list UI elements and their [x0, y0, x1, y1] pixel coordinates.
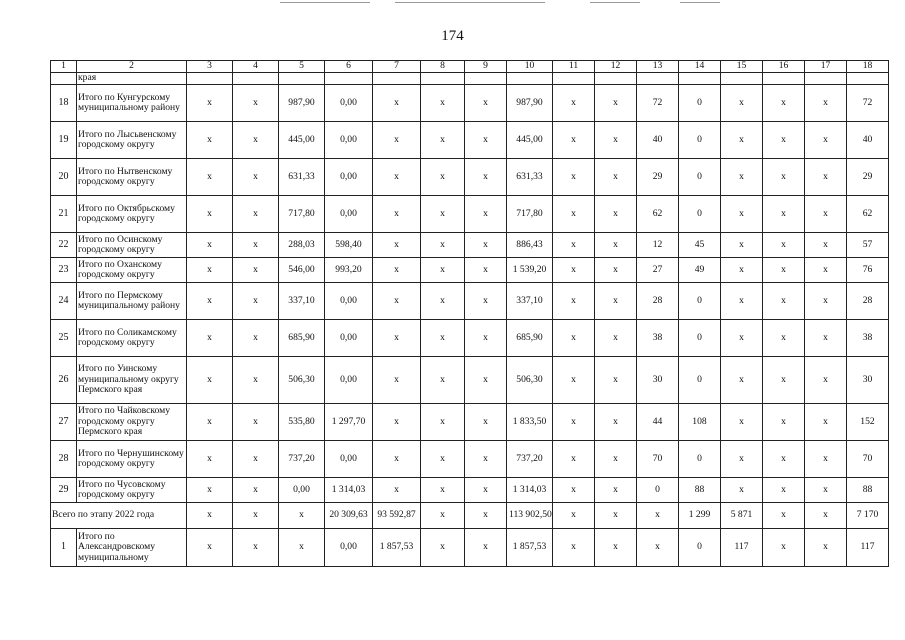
scan-artifact	[590, 2, 640, 3]
table-cell: 337,10	[507, 283, 553, 320]
table-cell: х	[763, 320, 805, 357]
total-row	[51, 503, 889, 529]
table-cell: 0,00	[325, 320, 373, 357]
table-cell: х	[233, 283, 279, 320]
table-cell: 72	[847, 85, 889, 122]
table-cell: х	[233, 503, 279, 529]
table-cell: х	[595, 233, 637, 258]
table-cell: х	[373, 85, 421, 122]
table-cell: 0	[679, 159, 721, 196]
table-cell: 1 857,53	[507, 529, 553, 567]
table-cell: 0,00	[325, 529, 373, 567]
table-cell: х	[805, 478, 847, 503]
table-cell: х	[465, 503, 507, 529]
table-cell: 30	[637, 357, 679, 404]
table-cell: 1 314,03	[325, 478, 373, 503]
table-cell: х	[421, 478, 465, 503]
table-cell: х	[721, 404, 763, 441]
table-row	[51, 233, 889, 258]
table-cell: х	[421, 283, 465, 320]
table-cell: 598,40	[325, 233, 373, 258]
table-row	[51, 529, 889, 567]
table-cell: 546,00	[279, 258, 325, 283]
table-row	[51, 258, 889, 283]
table-cell: х	[421, 85, 465, 122]
table-cell: х	[805, 196, 847, 233]
table-cell: х	[465, 404, 507, 441]
table-cell: 631,33	[279, 159, 325, 196]
column-header: 11	[553, 61, 595, 73]
column-header: 9	[465, 61, 507, 73]
table-cell: х	[763, 85, 805, 122]
table-cell: х	[763, 258, 805, 283]
row-index: 29	[51, 478, 77, 503]
table-cell: х	[595, 258, 637, 283]
scan-artifact	[280, 2, 370, 3]
table-cell: х	[721, 159, 763, 196]
table-cell: х	[187, 196, 233, 233]
column-header: 15	[721, 61, 763, 73]
table-cell: х	[421, 404, 465, 441]
table-cell: 1 299	[679, 503, 721, 529]
scan-artifact	[395, 2, 545, 3]
table-cell: х	[805, 258, 847, 283]
table-cell: 117	[721, 529, 763, 567]
table-cell: х	[805, 159, 847, 196]
table-cell: х	[595, 320, 637, 357]
table-cell: х	[721, 122, 763, 159]
table-cell: х	[233, 233, 279, 258]
table-cell: х	[805, 357, 847, 404]
table-cell: 0,00	[325, 159, 373, 196]
table-cell: 88	[847, 478, 889, 503]
table-cell: х	[721, 196, 763, 233]
table-cell: 886,43	[507, 233, 553, 258]
table-cell: х	[721, 233, 763, 258]
row-index: 27	[51, 404, 77, 441]
column-header: 8	[421, 61, 465, 73]
row-index: 1	[51, 529, 77, 567]
table-cell: 30	[847, 357, 889, 404]
header-row	[51, 61, 889, 73]
table-cell: 29	[847, 159, 889, 196]
row-index: 23	[51, 258, 77, 283]
table-cell: 27	[637, 258, 679, 283]
table-cell: 45	[679, 233, 721, 258]
table-cell: 49	[679, 258, 721, 283]
table-row	[51, 441, 889, 478]
table-cell: х	[373, 283, 421, 320]
table-cell: х	[233, 320, 279, 357]
table-cell: 0,00	[325, 441, 373, 478]
table-cell: 0,00	[325, 122, 373, 159]
table-cell: х	[373, 478, 421, 503]
table-cell: х	[595, 503, 637, 529]
table-cell: х	[465, 283, 507, 320]
table-cell: х	[721, 258, 763, 283]
table-cell: х	[233, 529, 279, 567]
column-header: 10	[507, 61, 553, 73]
table-cell: 717,80	[507, 196, 553, 233]
table-cell: х	[465, 85, 507, 122]
table-cell: 717,80	[279, 196, 325, 233]
table-cell: х	[421, 441, 465, 478]
table-cell: 40	[637, 122, 679, 159]
table-cell: х	[763, 122, 805, 159]
table-cell: х	[279, 503, 325, 529]
table-cell: х	[233, 196, 279, 233]
table-cell: 0,00	[325, 85, 373, 122]
table-cell: х	[553, 258, 595, 283]
table-cell: х	[465, 233, 507, 258]
table-cell: 28	[637, 283, 679, 320]
table-cell	[51, 73, 77, 85]
table-cell: 72	[637, 85, 679, 122]
table-cell: х	[721, 441, 763, 478]
row-name: Итого по Осинскому городскому округу	[77, 233, 187, 258]
table-cell: х	[187, 283, 233, 320]
table-cell: 535,80	[279, 404, 325, 441]
table-cell: х	[233, 441, 279, 478]
table-cell: х	[721, 478, 763, 503]
table-cell: х	[465, 159, 507, 196]
table-cell: 685,90	[279, 320, 325, 357]
table-cell: х	[553, 320, 595, 357]
table-cell: х	[233, 404, 279, 441]
row-name: Итого по Октябрьскому городскому округу	[77, 196, 187, 233]
table-cell: 737,20	[279, 441, 325, 478]
table-cell: х	[553, 159, 595, 196]
table-cell: х	[763, 357, 805, 404]
table-cell: х	[595, 85, 637, 122]
row-index: 24	[51, 283, 77, 320]
table-cell: х	[465, 258, 507, 283]
table-cell: х	[805, 233, 847, 258]
table-cell: х	[373, 196, 421, 233]
row-name: Итого по Оханскому городскому округу	[77, 258, 187, 283]
table-cell: х	[187, 503, 233, 529]
table-cell: 0	[679, 357, 721, 404]
table-cell: х	[187, 529, 233, 567]
table-cell: х	[763, 233, 805, 258]
column-header: 2	[77, 61, 187, 73]
table-cell: х	[637, 529, 679, 567]
table-cell: х	[595, 196, 637, 233]
table-cell: х	[595, 122, 637, 159]
row-name: Итого по Чернушинскому городскому округу	[77, 441, 187, 478]
table-cell: 0,00	[325, 196, 373, 233]
table-cell: 0	[679, 441, 721, 478]
table-cell: х	[421, 529, 465, 567]
table-cell: 506,30	[507, 357, 553, 404]
table-cell: х	[805, 85, 847, 122]
row-name: Итого по Лысьвенскому городскому округу	[77, 122, 187, 159]
table-cell: х	[465, 122, 507, 159]
table-cell: х	[721, 283, 763, 320]
table-cell: х	[805, 529, 847, 567]
table-cell: 108	[679, 404, 721, 441]
table-cell: х	[465, 441, 507, 478]
table-cell: 288,03	[279, 233, 325, 258]
table-cell: 685,90	[507, 320, 553, 357]
table-cell: х	[805, 283, 847, 320]
table-row	[51, 122, 889, 159]
table-cell: х	[187, 258, 233, 283]
table-cell: х	[553, 478, 595, 503]
table-cell: х	[763, 404, 805, 441]
page-number: 174	[441, 28, 464, 44]
table-cell: х	[373, 258, 421, 283]
table-cell: 0,00	[325, 357, 373, 404]
column-header: 1	[51, 61, 77, 73]
table-cell: х	[553, 441, 595, 478]
table-cell: х	[373, 357, 421, 404]
column-header: 17	[805, 61, 847, 73]
table-row	[51, 85, 889, 122]
table-cell: х	[721, 85, 763, 122]
row-name: Итого по Соликамскому городскому округу	[77, 320, 187, 357]
table-cell: х	[233, 478, 279, 503]
table-cell: 7 170	[847, 503, 889, 529]
table-row	[51, 73, 889, 85]
table-row	[51, 159, 889, 196]
table-cell: х	[187, 233, 233, 258]
column-header: 14	[679, 61, 721, 73]
table-cell: х	[187, 357, 233, 404]
table-cell: 1 314,03	[507, 478, 553, 503]
table-cell: 631,33	[507, 159, 553, 196]
row-index: 28	[51, 441, 77, 478]
table-cell: х	[233, 122, 279, 159]
table-cell: х	[421, 122, 465, 159]
table-cell: х	[553, 196, 595, 233]
table-cell: 62	[847, 196, 889, 233]
table-cell: 44	[637, 404, 679, 441]
table-cell: х	[553, 357, 595, 404]
table-cell: х	[421, 196, 465, 233]
table-cell: х	[421, 503, 465, 529]
table-cell: х	[763, 529, 805, 567]
row-index: 22	[51, 233, 77, 258]
table-cell: х	[763, 478, 805, 503]
table-cell: 70	[637, 441, 679, 478]
table-cell: х	[373, 441, 421, 478]
table-cell: х	[373, 233, 421, 258]
column-header: 16	[763, 61, 805, 73]
table-cell: 987,90	[507, 85, 553, 122]
table-cell: 337,10	[279, 283, 325, 320]
table-row	[51, 478, 889, 503]
table-cell: х	[595, 441, 637, 478]
table-cell: 12	[637, 233, 679, 258]
table-cell: х	[465, 320, 507, 357]
table-cell: х	[553, 85, 595, 122]
table-cell: х	[805, 503, 847, 529]
table-cell: х	[421, 320, 465, 357]
table-cell: х	[465, 478, 507, 503]
column-header: 4	[233, 61, 279, 73]
table-cell: 987,90	[279, 85, 325, 122]
table-cell: х	[233, 85, 279, 122]
table-cell: 5 871	[721, 503, 763, 529]
table-cell: х	[805, 404, 847, 441]
table-cell: 0,00	[279, 478, 325, 503]
table-cell: х	[465, 196, 507, 233]
table-cell: х	[595, 404, 637, 441]
table-cell: 506,30	[279, 357, 325, 404]
table-cell: х	[187, 320, 233, 357]
table-cell: х	[595, 159, 637, 196]
column-header: 5	[279, 61, 325, 73]
table-cell: 0	[679, 320, 721, 357]
table-cell: х	[763, 283, 805, 320]
table-cell: х	[373, 320, 421, 357]
table-cell: 0	[637, 478, 679, 503]
table-cell: 70	[847, 441, 889, 478]
table-cell: 29	[637, 159, 679, 196]
row-name: Итого по Уинскому муниципальному округу Пермского края	[77, 357, 187, 404]
table-cell: 76	[847, 258, 889, 283]
table-cell: 0	[679, 283, 721, 320]
table-cell: х	[421, 357, 465, 404]
table-cell: 88	[679, 478, 721, 503]
row-name: края	[77, 73, 187, 85]
table-cell: х	[763, 159, 805, 196]
table-cell: 0	[679, 85, 721, 122]
table-cell: х	[373, 159, 421, 196]
table-cell: х	[805, 441, 847, 478]
table-cell: 1 297,70	[325, 404, 373, 441]
table-cell: 0	[679, 529, 721, 567]
table-row	[51, 320, 889, 357]
table-cell: 62	[637, 196, 679, 233]
table-cell: 57	[847, 233, 889, 258]
table-cell: х	[421, 233, 465, 258]
table-cell: 117	[847, 529, 889, 567]
column-header: 13	[637, 61, 679, 73]
table-cell: х	[465, 529, 507, 567]
table-cell: х	[187, 441, 233, 478]
table-cell: х	[553, 233, 595, 258]
table-cell: 20 309,63	[325, 503, 373, 529]
table-cell: х	[553, 283, 595, 320]
table-cell: х	[233, 258, 279, 283]
table-row	[51, 357, 889, 404]
row-index: 19	[51, 122, 77, 159]
table-cell: х	[233, 357, 279, 404]
table-cell: х	[805, 122, 847, 159]
table-cell: х	[421, 159, 465, 196]
table-cell: 1 833,50	[507, 404, 553, 441]
table-cell: х	[187, 159, 233, 196]
table-cell: х	[805, 320, 847, 357]
column-header: 7	[373, 61, 421, 73]
table-cell: х	[763, 196, 805, 233]
total-label: Всего по этапу 2022 года	[51, 503, 187, 529]
row-name: Итого по Кунгурскому муниципальному району	[77, 85, 187, 122]
table-cell: х	[763, 441, 805, 478]
table-cell: 737,20	[507, 441, 553, 478]
column-header: 12	[595, 61, 637, 73]
table-cell: х	[595, 529, 637, 567]
table-cell: 28	[847, 283, 889, 320]
table-cell: х	[233, 159, 279, 196]
column-header: 6	[325, 61, 373, 73]
row-name: Итого по Пермскому муниципальному району	[77, 283, 187, 320]
table-cell: 152	[847, 404, 889, 441]
data-table	[50, 60, 889, 567]
row-name: Итого по Александровскому муниципальному	[77, 529, 187, 567]
table-cell: 1 857,53	[373, 529, 421, 567]
table-cell: 0	[679, 122, 721, 159]
table-row	[51, 283, 889, 320]
row-name: Итого по Чусовскому городскому округу	[77, 478, 187, 503]
table-cell: х	[465, 357, 507, 404]
table-cell: х	[421, 258, 465, 283]
row-index: 18	[51, 85, 77, 122]
table-cell: х	[187, 478, 233, 503]
table-cell: 38	[847, 320, 889, 357]
table-cell: х	[187, 85, 233, 122]
table-cell: х	[721, 357, 763, 404]
table-cell: х	[373, 404, 421, 441]
table-cell: х	[637, 503, 679, 529]
table-cell: х	[187, 404, 233, 441]
table-row	[51, 404, 889, 441]
table-cell: 0,00	[325, 283, 373, 320]
table-cell: х	[553, 404, 595, 441]
table-cell: х	[721, 320, 763, 357]
table-cell: 93 592,87	[373, 503, 421, 529]
table-cell: 445,00	[279, 122, 325, 159]
row-index: 25	[51, 320, 77, 357]
table-cell: 0	[679, 196, 721, 233]
row-name: Итого по Чайковскому городскому округу Пермского края	[77, 404, 187, 441]
table-cell: х	[595, 357, 637, 404]
table-cell: х	[373, 122, 421, 159]
table-cell: х	[553, 529, 595, 567]
table-cell: х	[763, 503, 805, 529]
table-cell: 993,20	[325, 258, 373, 283]
table-cell: х	[553, 503, 595, 529]
table-cell: х	[595, 478, 637, 503]
table-cell: х	[279, 529, 325, 567]
table-cell: х	[187, 122, 233, 159]
column-header: 3	[187, 61, 233, 73]
table-cell: 445,00	[507, 122, 553, 159]
row-index: 26	[51, 357, 77, 404]
row-index: 21	[51, 196, 77, 233]
scan-artifact	[680, 2, 720, 3]
table-row	[51, 196, 889, 233]
table-cell: 40	[847, 122, 889, 159]
table-cell: 113 902,50	[507, 503, 553, 529]
row-index: 20	[51, 159, 77, 196]
table-cell: х	[595, 283, 637, 320]
table-cell: х	[553, 122, 595, 159]
column-header: 18	[847, 61, 889, 73]
table-cell: 38	[637, 320, 679, 357]
table-cell: 1 539,20	[507, 258, 553, 283]
row-name: Итого по Нытвенскому городскому округу	[77, 159, 187, 196]
